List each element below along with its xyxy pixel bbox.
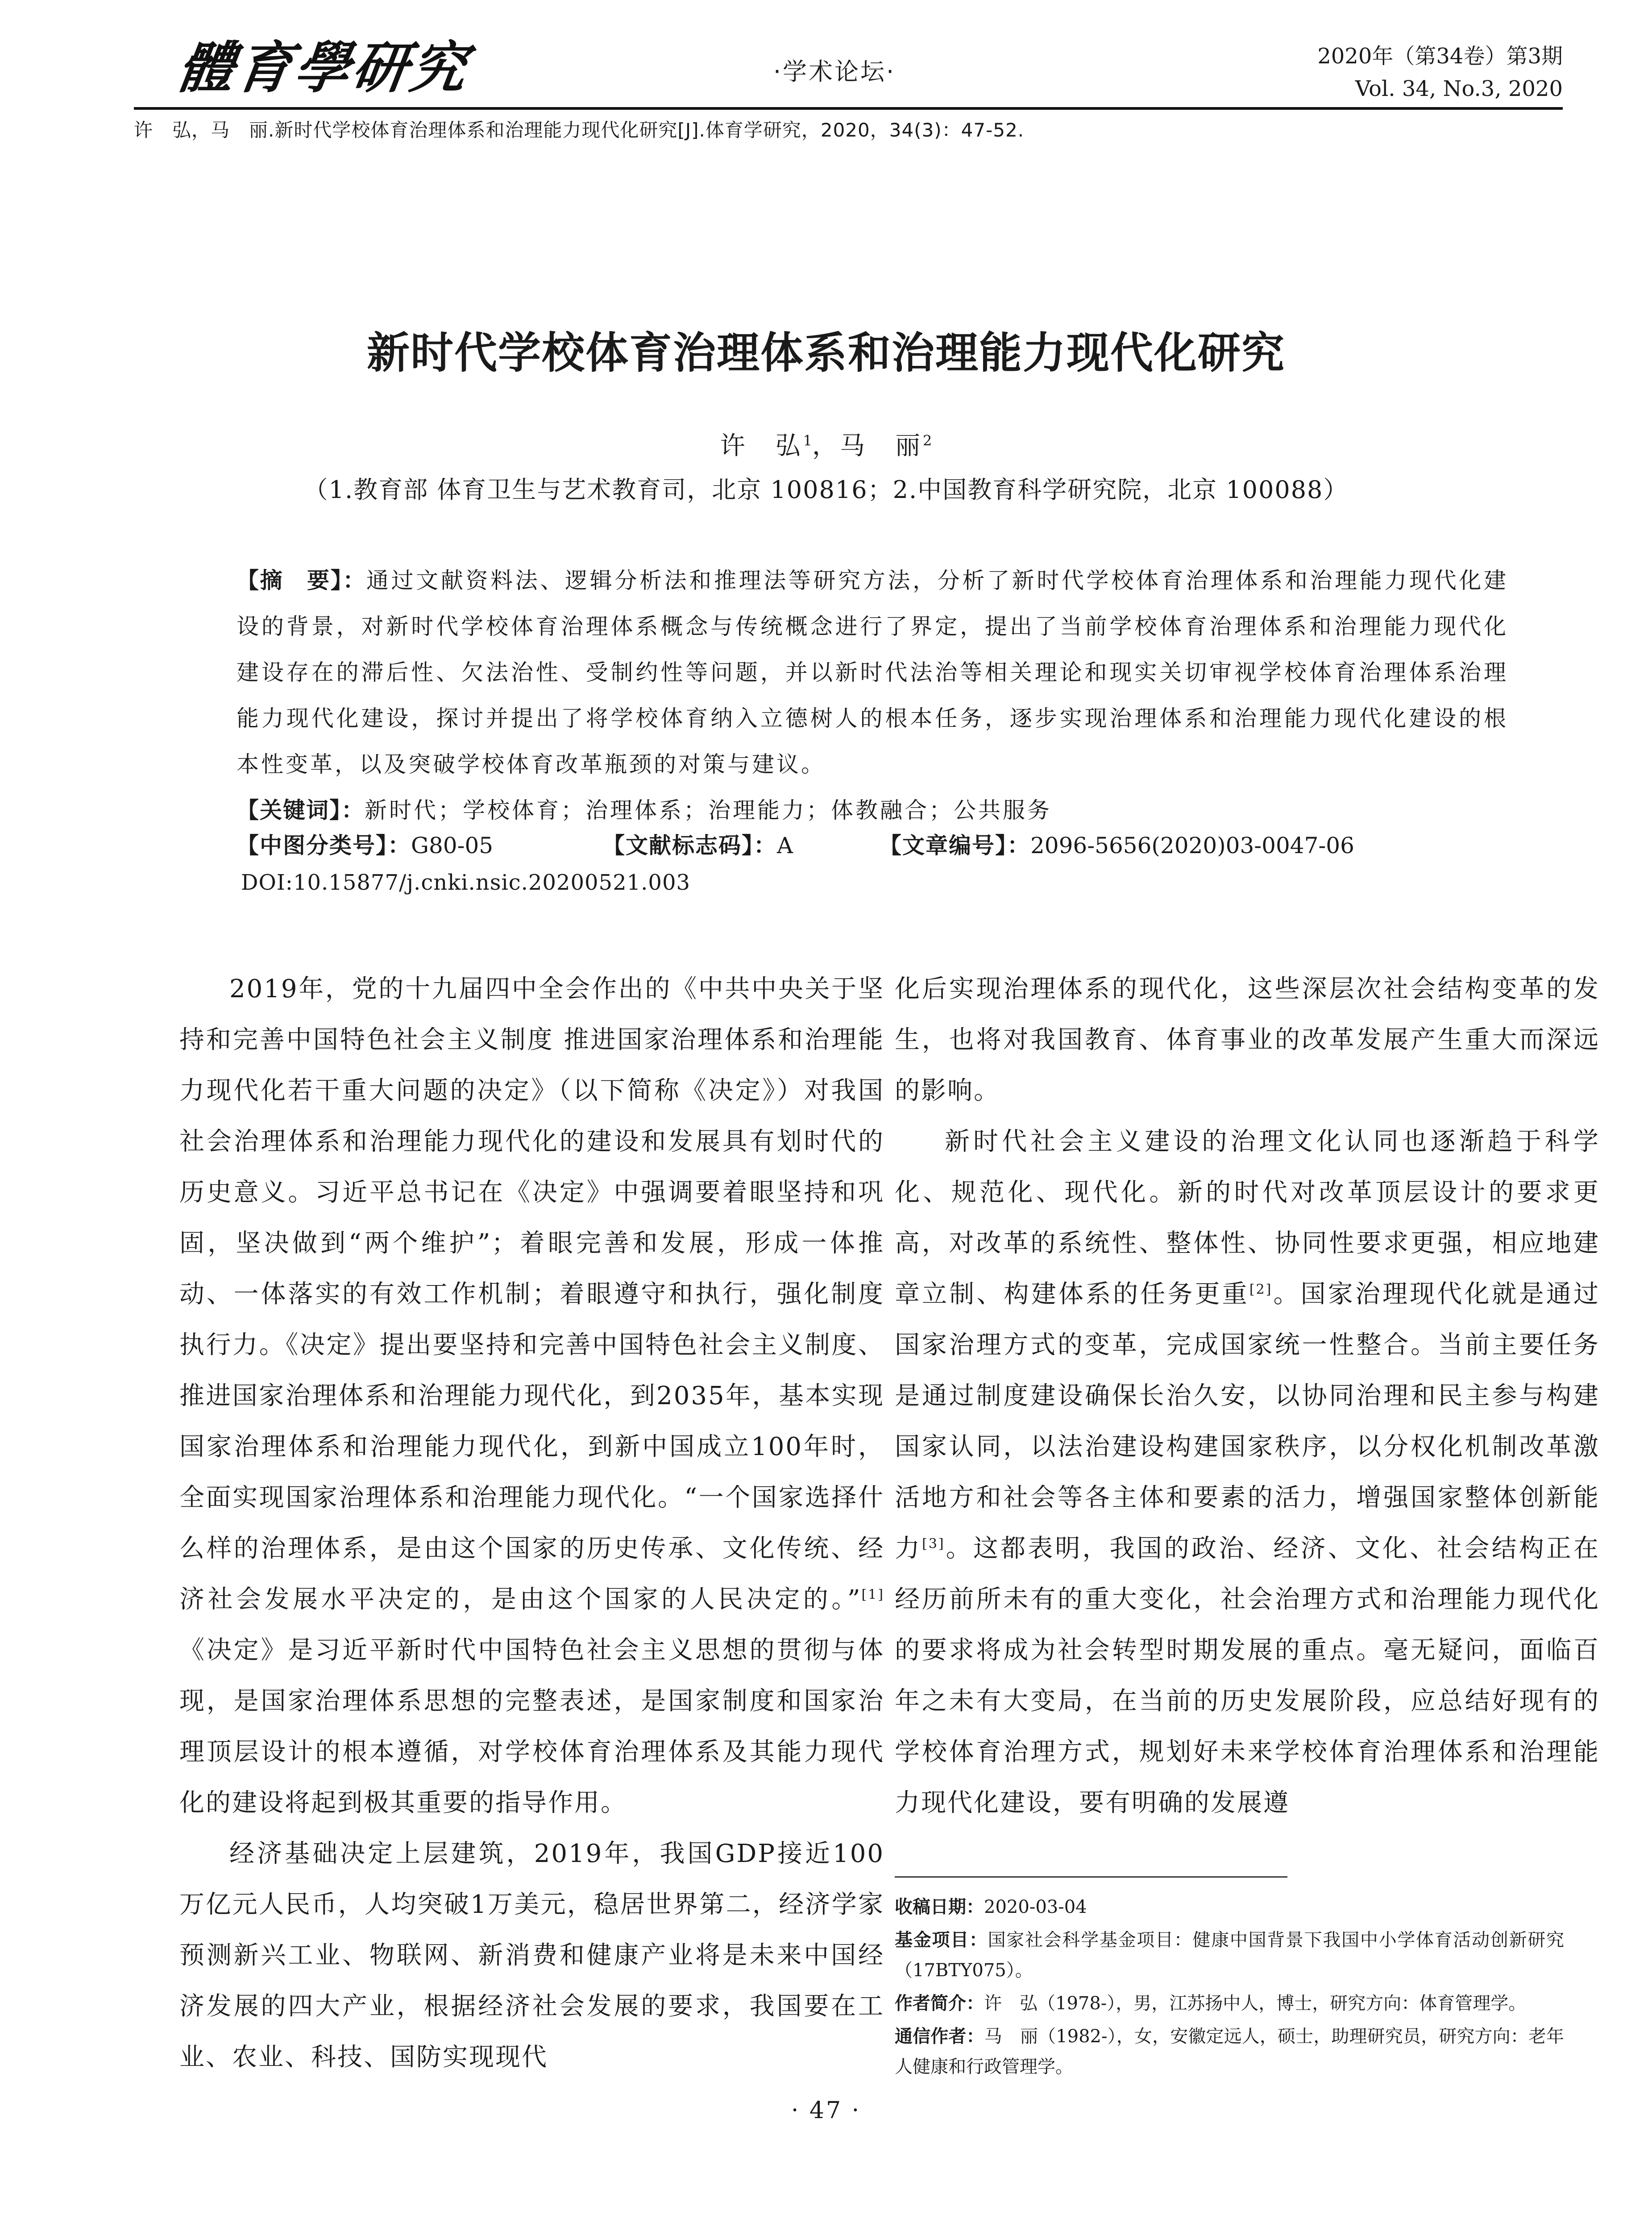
footnotes [895, 1892, 1564, 2085]
keywords [237, 788, 1508, 834]
author-2-affil-mark: 2 [923, 432, 932, 449]
citation-ref: [3] [922, 1536, 945, 1552]
citation-ref: [2] [1249, 1281, 1273, 1298]
author-separator: ， [812, 431, 840, 460]
keywords-text: 新时代；学校体育；治理体系；治理能力；体教融合；公共服务 [365, 797, 1052, 823]
doi: DOI:10.15877/j.cnki.nsic.20200521.003 [241, 870, 691, 895]
paragraph-text: 。这都表明，我国的政治、经济、文化、社会结构正在经历前所未有的重大变化，社会治理方式和治理能力现代化的要求将成为社会转型时期发展的重点。毫无疑问，面临百年之未有大变局，在当前的历史发展阶段，应总结好现有的学校体育治理方式，规划好未来学校体育治理体系和治理能力现代化建设，要有明确的发展遵 [895, 1534, 1600, 1817]
abstract-block [237, 558, 1508, 834]
articleno-label: 【文章编号】： [879, 833, 1030, 858]
doccode-value: A [777, 833, 793, 858]
author-1-affil-mark: 1 [803, 432, 812, 449]
paragraph-text: 《决定》是习近平新时代中国特色社会主义思想的贯彻与体现，是国家治理体系思想的完整表述，是国家制度和国家治理顶层设计的根本遵循，对学校体育治理体系及其能力现代化的建设将起到极其重要的指导作用。 [179, 1636, 884, 1817]
footnote-corresponding [895, 2021, 1564, 2082]
paragraph: 经济基础决定上层建筑，2019年，我国GDP接近100万亿元人民币，人均突破1万美元，稳居世界第二，经济学家预测新兴工业、物联网、新消费和健康产业将是未来中国经济发展的四大产业，根据经济社会发展的要求，我国要在工业、农业、科技、国防实现现代 [179, 1839, 884, 2072]
footnote-text: 马 丽（1982-），女，安徽定远人，硕士，助理研究员，研究方向：老年人健康和行政管理学。 [895, 2026, 1565, 2077]
citation-ref: [1] [861, 1587, 884, 1603]
clc-cell [237, 828, 602, 863]
articleno-cell [879, 828, 1354, 863]
abstract-label: 【摘 要】： [237, 568, 366, 593]
paragraph-text: 新时代社会主义建设的治理文化认同也逐渐趋于科学化、规范化、现代化。新的时代对改革顶层设计的要求更高，对改革的系统性、整体性、协同性要求更强，相应地建章立制、构建体系的任务更重 [895, 1127, 1600, 1309]
citation-line: 许 弘，马 丽.新时代学校体育治理体系和治理能力现代化研究[J].体育学研究，2020，34(3)：47-52. [134, 119, 1025, 141]
body-column-right [895, 964, 1600, 1829]
page-number: · 47 · [791, 2097, 861, 2124]
author-line [134, 426, 1518, 462]
body-column-left [179, 964, 884, 2083]
author-2: 马 丽 [840, 431, 923, 460]
footnote-label: 通信作者： [895, 2026, 984, 2047]
keywords-label: 【关键词】： [237, 797, 365, 823]
classification-row [237, 828, 1508, 863]
footnote-received [895, 1892, 1564, 1922]
footnote-label: 作者简介： [895, 1993, 984, 2014]
footnote-label: 收稿日期： [895, 1897, 984, 1917]
affiliations: （1.教育部 体育卫生与艺术教育司，北京 100816；2.中国教育科学研究院，北京 100088） [303, 476, 1349, 504]
clc-label: 【中图分类号】： [237, 833, 411, 858]
paragraph [895, 1116, 1600, 1829]
issue-info-cn: 2020年（第34卷）第3期 [1317, 44, 1563, 69]
doccode-cell [602, 828, 879, 863]
issue-info-en: Vol. 34, No.3, 2020 [1355, 76, 1563, 101]
footnote-text: 2020-03-04 [984, 1897, 1087, 1917]
footnote-rule [895, 1876, 1287, 1878]
abstract-text: 通过文献资料法、逻辑分析法和推理法等研究方法，分析了新时代学校体育治理体系和治理能力现代化建设的背景，对新时代学校体育治理体系概念与传统概念进行了界定，提出了当前学校体育治理体系和治理能力现代化建设存在的滞后性、欠法治性、受制约性等问题，并以新时代法治等相关理论和现实关切审视学校体育治理体系治理能力现代化建设，探讨并提出了将学校体育纳入立德树人的根本任务，逐步实现治理体系和治理能力现代化建设的根本性变革，以及突破学校体育改革瓶颈的对策与建议。 [237, 568, 1509, 777]
footnote-text: 国家社会科学基金项目：健康中国背景下我国中小学体育活动创新研究（17BTY075）。 [895, 1930, 1565, 1981]
journal-logo: 體育學研究 [174, 36, 473, 100]
footnote-fund [895, 1925, 1564, 1986]
footnote-author [895, 1988, 1564, 2019]
header-rule [134, 107, 1563, 110]
doccode-label: 【文献标志码】： [602, 833, 777, 858]
footnote-text: 许 弘（1978-），男，江苏扬中人，博士，研究方向：体育管理学。 [984, 1993, 1527, 2014]
paragraph: 化后实现治理体系的现代化，这些深层次社会结构变革的发生，也将对我国教育、体育事业的改革发展产生重大而深远的影响。 [895, 975, 1600, 1105]
paragraph [179, 964, 884, 1829]
paragraph-text: 。国家治理现代化就是通过国家治理方式的变革，完成国家统一性整合。当前主要任务是通过制度建设确保长治久安，以协同治理和民主参与构建国家认同，以法治建设构建国家秩序，以分权化机制改革激活地方和社会等各主体和要素的活力，增强国家整体创新能力 [895, 1280, 1600, 1563]
column-name: ·学术论坛· [773, 58, 896, 86]
footnote-label: 基金项目： [895, 1930, 988, 1950]
articleno-value: 2096-5656(2020)03-0047-06 [1030, 833, 1354, 858]
author-1: 许 弘 [720, 431, 803, 460]
article-title: 新时代学校体育治理体系和治理能力现代化研究 [367, 328, 1285, 378]
paragraph-text: 2019年，党的十九届四中全会作出的《中共中央关于坚持和完善中国特色社会主义制度 推进国家治理体系和治理能力现代化若干重大问题的决定》（以下简称《决定》）对我国社会治理体系和治理能力现代化的建设和发展具有划时代的历史意义。习近平总书记在《决定》中强调要着眼坚持和巩固，坚决做到“两个维护”；着眼完善和发展，形成一体推动、一体落实的有效工作机制；着眼遵守和执行，强化制度执行力。《决定》提出要坚持和完善中国特色社会主义制度、推进国家治理体系和治理能力现代化，到2035年，基本实现国家治理体系和治理能力现代化，到新中国成立100年时，全面实现国家治理体系和治理能力现代化。“一个国家选择什么样的治理体系，是由这个国家的历史传承、文化传统、经济社会发展水平决定的，是由这个国家的人民决定的。” [179, 975, 884, 1614]
abstract [237, 558, 1508, 788]
clc-value: G80-05 [411, 833, 494, 858]
